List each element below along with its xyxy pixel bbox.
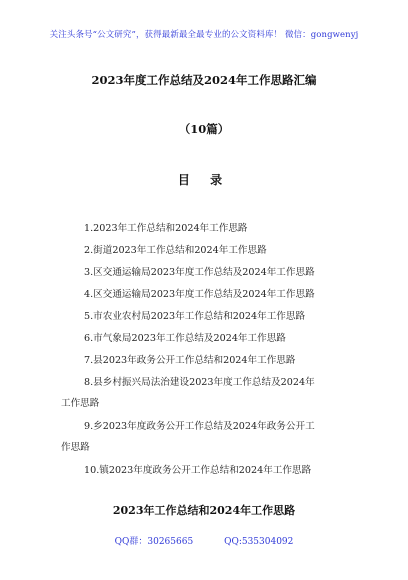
toc-item-text-continued: 工作思路 xyxy=(61,398,100,409)
toc-item-10[interactable] xyxy=(84,460,354,481)
toc-item-text: 4.区交通运输局2023年度工作总结及2024年工作思路 xyxy=(84,289,315,300)
toc-item-text: 10.镇2023年度政务公开工作总结和2024年工作思路 xyxy=(84,465,312,476)
toc-item-text: 3.区交通运输局2023年度工作总结及2024年工作思路 xyxy=(84,267,315,278)
toc-item-text: 8.县乡村振兴局法治建设2023年度工作总结及2024年 xyxy=(84,377,315,388)
toc-item-9[interactable] xyxy=(61,416,354,458)
toc-item-7[interactable] xyxy=(84,350,354,371)
section-title: 2023年工作总结和2024年工作思路 xyxy=(112,504,296,517)
toc-item-6[interactable] xyxy=(84,328,354,349)
document-title: 2023年度工作总结及2024年工作思路汇编 xyxy=(91,73,317,87)
toc-item-8[interactable] xyxy=(61,372,354,414)
toc-item-text: 1.2023年工作总结和2024年工作思路 xyxy=(84,223,248,234)
qq-number-text: QQ:535304092 xyxy=(224,537,294,547)
toc-item-2[interactable] xyxy=(84,240,354,261)
header-promo-note: 关注头条号“公文研究”，获得最新最全最专业的公文资料库！ 微信：gongwenyj xyxy=(49,30,359,40)
toc-item-text: 9.乡2023年度政务公开工作总结及2024年政务公开工 xyxy=(84,421,315,432)
toc-item-5[interactable] xyxy=(84,306,354,327)
toc-item-4[interactable] xyxy=(84,284,354,305)
toc-heading: 目 录 xyxy=(177,173,231,187)
toc-item-text-continued: 作思路 xyxy=(61,442,90,453)
toc-item-3[interactable] xyxy=(84,262,354,283)
qq-group-text: QQ群：30265665 xyxy=(114,537,194,547)
toc-item-text: 2.街道2023年工作总结和2024年工作思路 xyxy=(84,245,267,256)
toc-item-text: 7.县2023年政务公开工作总结和2024年工作思路 xyxy=(84,355,296,366)
toc-item-1[interactable] xyxy=(84,218,354,239)
toc-item-text: 6.市气象局2023年工作总结及2024年工作思路 xyxy=(84,333,286,344)
toc-item-text: 5.市农业农村局2023年工作总结和2024年工作思路 xyxy=(84,311,306,322)
footer-contact xyxy=(0,534,408,547)
document-count: （10篇） xyxy=(178,122,230,136)
